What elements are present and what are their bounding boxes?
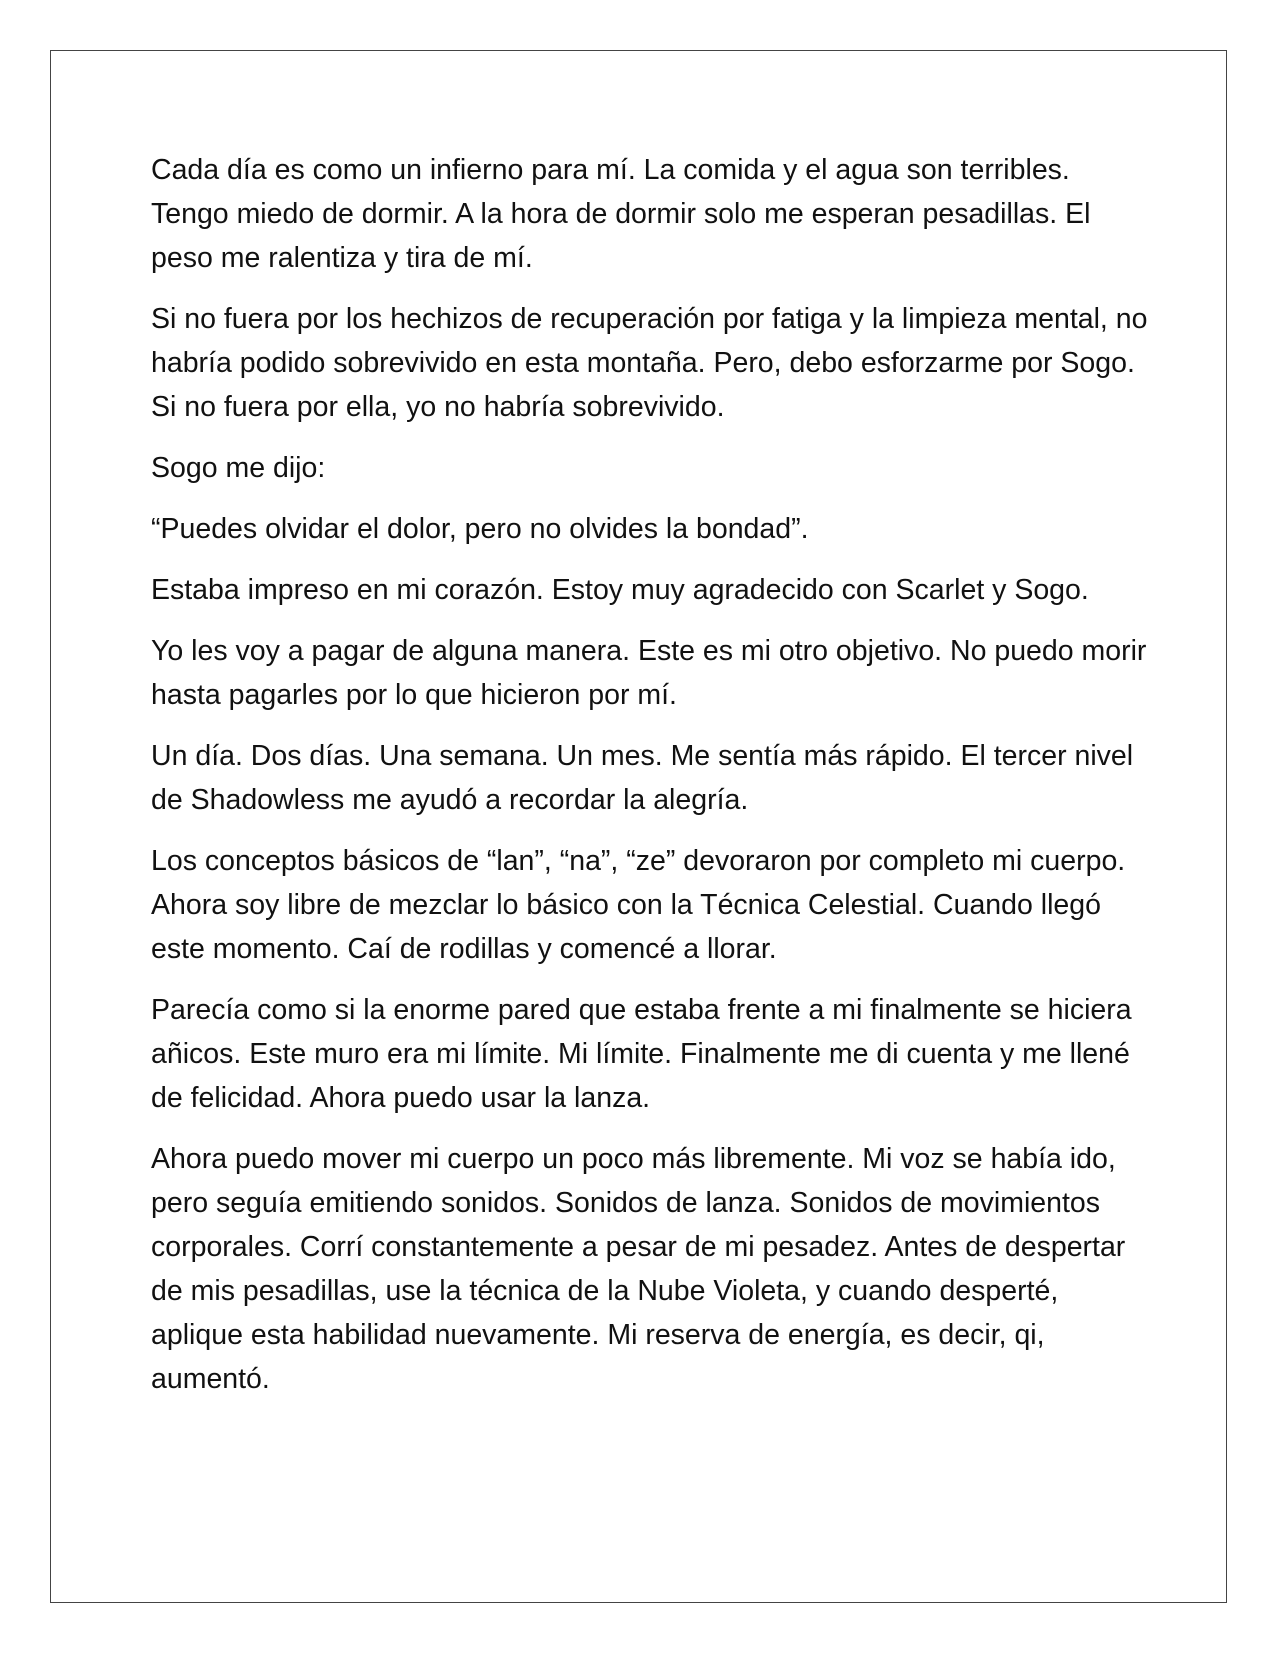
paragraph-8: Los conceptos básicos de “lan”, “na”, “ze” devoraron por completo mi cuerpo. Ahora soy libre de mezclar lo básico con la Técnica Celestial. Cuando llegó este momento. Caí de rodillas y comencé a llorar. — [151, 845, 1126, 965]
paragraph-7: Un día. Dos días. Una semana. Un mes. Me sentía más rápido. El tercer nivel de Shadowless me ayudó a recordar la alegría. — [151, 740, 1134, 816]
paragraph-10: Ahora puedo mover mi cuerpo un poco más libremente. Mi voz se había ido, pero seguía emitiendo sonidos. Sonidos de lanza. Sonidos de movimientos corporales. Corrí constantemente a pesar de mi pesadez. Antes de despertar de mis pesadillas, use la técnica de la Nube Violeta, y cuando desperté, aplique esta habilidad nuevamente. Mi reserva de energía, es decir, qi, aumentó. — [151, 1143, 1126, 1395]
paragraph-3: Sogo me dijo: — [151, 452, 326, 484]
paragraph-2: Si no fuera por los hechizos de recuperación por fatiga y la limpieza mental, no habría podido sobrevivido en esta montaña. Pero, debo esforzarme por Sogo. Si no fuera por ella, yo no habría sobrevivido. — [151, 303, 1148, 423]
paragraph-4: “Puedes olvidar el dolor, pero no olvides la bondad”. — [151, 513, 809, 545]
paragraph-9: Parecía como si la enorme pared que estaba frente a mi finalmente se hiciera añicos. Este muro era mi límite. Mi límite. Finalmente me di cuenta y me llené de felicidad. Ahora puedo usar la lanza. — [151, 994, 1132, 1114]
paragraph-1: Cada día es como un infierno para mí. La comida y el agua son terribles. Tengo miedo de dormir. A la hora de dormir solo me esperan pesadillas. El peso me ralentiza y tira de mí. — [151, 154, 1091, 274]
document-body — [151, 148, 1151, 1418]
paragraph-6: Yo les voy a pagar de alguna manera. Este es mi otro objetivo. No puedo morir hasta pagarles por lo que hicieron por mí. — [151, 635, 1147, 711]
paragraph-5: Estaba impreso en mi corazón. Estoy muy agradecido con Scarlet y Sogo. — [151, 574, 1089, 606]
